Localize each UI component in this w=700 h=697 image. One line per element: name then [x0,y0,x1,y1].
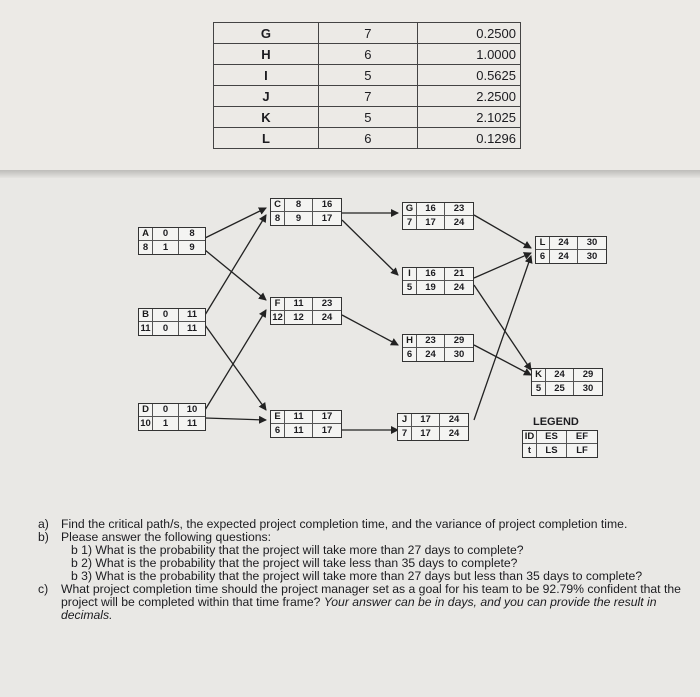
node-lf: 30 [586,250,598,262]
legend-title: LEGEND [533,416,579,428]
node-ls: 19 [417,281,445,294]
node-es: 16 [417,268,445,281]
node-ef: 29 [445,335,473,348]
node-t: 5 [403,281,417,294]
activity-cell: K [214,107,319,128]
node-ls: 17 [417,216,445,229]
node-lf: 11 [186,322,198,334]
node-ef: 8 [179,228,205,241]
question-b [38,531,693,583]
variance-cell: 2.2500 [417,86,520,107]
node-ef: 29 [574,369,602,382]
node-t: 6 [271,424,285,437]
question-b1: b 1) What is the probability that the project will take more than 27 days to complete? [71,543,524,557]
node-k [531,368,603,396]
node-lf: 30 [453,348,465,360]
node-lf: 24 [448,427,460,439]
arrow-d-f [205,310,266,410]
arrow-h-k [474,345,531,375]
node-lf: 24 [453,216,465,228]
node-l [535,236,607,264]
node-ef: 16 [313,199,341,212]
node-lf: 17 [321,212,333,224]
time-cell: 5 [318,65,417,86]
arrow-a-f [205,250,266,300]
node-es: 0 [153,228,179,241]
node-id: E [271,411,285,424]
legend-lf: LF [576,444,588,456]
node-t: 6 [403,348,417,361]
time-cell: 5 [318,107,417,128]
node-c [270,198,342,226]
node-b [138,308,206,336]
node-id: F [271,298,285,311]
node-es: 24 [550,237,578,250]
legend-t: t [523,444,537,457]
node-t: 5 [532,382,546,395]
node-es: 0 [153,309,179,322]
node-id: D [139,404,153,417]
activity-cell: H [214,44,319,65]
node-t: 6 [536,250,550,263]
node-ls: 1 [153,241,179,254]
variance-cell: 0.5625 [417,65,520,86]
node-id: G [403,203,417,216]
node-es: 11 [285,298,313,311]
node-id: K [532,369,546,382]
node-es: 0 [153,404,179,417]
activity-cell: G [214,23,319,44]
legend-ef: EF [567,431,597,444]
node-es: 17 [412,414,440,427]
legend-box [522,430,598,458]
legend-id: ID [523,431,537,444]
question-b3: b 3) What is the probability that the project will take more than 27 days but less than 35 days to complete? [71,569,643,583]
node-t: 11 [139,322,153,335]
node-ls: 11 [285,424,313,437]
node-id: H [403,335,417,348]
arrow-i-k [474,285,531,370]
node-ef: 10 [179,404,205,417]
node-es: 24 [546,369,574,382]
node-lf: 11 [186,417,198,429]
legend-es: ES [537,431,567,444]
node-ef: 11 [179,309,205,322]
node-es: 23 [417,335,445,348]
node-lf: 30 [582,382,594,394]
node-i [402,267,474,295]
node-t: 8 [271,212,285,225]
arrow-f-h [342,315,398,345]
question-c-note: Your answer can be in days, and you can provide the result in decimals. [61,595,657,622]
question-c-text: What project completion time should the project manager set as a goal for his team to be 92.79% confident that the project will be completed within that time frame? [61,582,681,609]
node-id: C [271,199,285,212]
question-b-text: Please answer the following questions: [61,530,272,544]
node-ls: 1 [153,417,179,430]
node-es: 11 [285,411,313,424]
question-c [38,583,693,622]
time-cell: 7 [318,86,417,107]
question-c-label: c) [38,582,49,596]
node-lf: 24 [453,281,465,293]
activity-cell: J [214,86,319,107]
node-id: I [403,268,417,281]
variance-cell: 1.0000 [417,44,520,65]
question-a-text: Find the critical path/s, the expected project completion time, and the variance of project completion time. [61,517,628,531]
node-ls: 25 [546,382,574,395]
node-f [270,297,342,325]
question-list [38,518,693,622]
node-t: 12 [271,311,285,324]
question-a-label: a) [38,517,49,531]
node-g [402,202,474,230]
question-b-label: b) [38,530,49,544]
time-cell: 6 [318,44,417,65]
node-lf: 9 [189,241,195,253]
node-t: 7 [403,216,417,229]
node-id: J [398,414,412,427]
arrow-b-e [205,325,266,410]
arrow-c-i [342,220,398,275]
time-cell: 6 [318,128,417,149]
arrow-d-e [205,418,266,420]
node-ef: 23 [313,298,341,311]
node-a [138,227,206,255]
node-id: A [139,228,153,241]
node-ef: 30 [578,237,606,250]
activity-cell: I [214,65,319,86]
node-ls: 9 [285,212,313,225]
arrow-a-c [205,208,266,238]
node-ef: 23 [445,203,473,216]
node-lf: 24 [321,311,333,323]
node-ls: 0 [153,322,179,335]
node-h [402,334,474,362]
node-lf: 17 [321,424,333,436]
arrow-j-l [474,256,531,420]
node-ef: 21 [445,268,473,281]
node-ls: 24 [417,348,445,361]
arrow-g-l [474,215,531,248]
activity-cell: L [214,128,319,149]
variance-cell: 2.1025 [417,107,520,128]
variance-cell: 0.2500 [417,23,520,44]
node-d [138,403,206,431]
node-ef: 17 [313,411,341,424]
node-id: B [139,309,153,322]
variance-cell: 0.1296 [417,128,520,149]
node-t: 8 [139,241,153,254]
arrow-b-c [205,215,266,315]
node-es: 16 [417,203,445,216]
node-ls: 24 [550,250,578,263]
time-cell: 7 [318,23,417,44]
question-b2: b 2) What is the probability that the project will take less than 35 days to complete? [71,556,518,570]
node-ls: 12 [285,311,313,324]
legend-ls: LS [537,444,567,457]
node-ls: 17 [412,427,440,440]
node-t: 10 [139,417,153,430]
node-e [270,410,342,438]
node-ef: 24 [440,414,468,427]
arrow-i-l [474,253,531,278]
node-es: 8 [285,199,313,212]
node-j [397,413,469,441]
node-id: L [536,237,550,250]
node-t: 7 [398,427,412,440]
